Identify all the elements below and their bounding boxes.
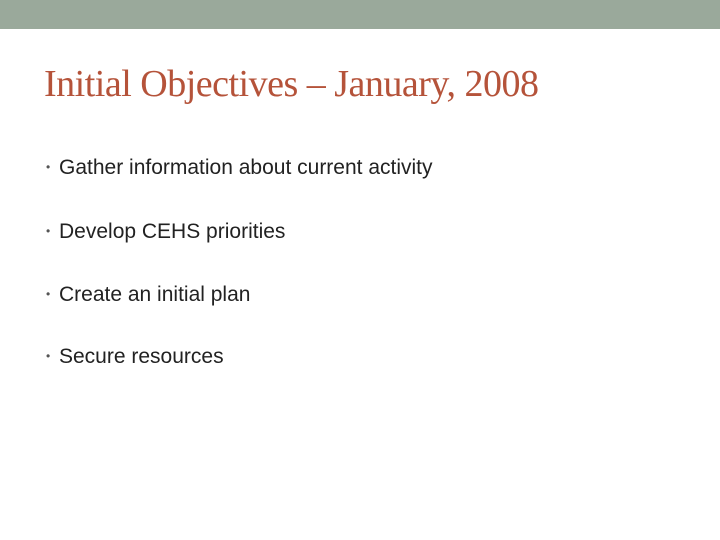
slide-top-bar bbox=[0, 0, 720, 29]
bullet-marker-icon: • bbox=[46, 160, 51, 174]
bullet-text: Secure resources bbox=[59, 345, 224, 368]
bullet-text: Gather information about current activity bbox=[59, 156, 433, 179]
bullet-text: Create an initial plan bbox=[59, 283, 251, 306]
bullet-item bbox=[46, 277, 250, 315]
bullet-text: Develop CEHS priorities bbox=[59, 220, 286, 243]
bullet-item bbox=[46, 214, 285, 252]
bullet-item bbox=[46, 339, 224, 377]
bullet-marker-icon: • bbox=[46, 287, 51, 301]
bullet-item bbox=[46, 150, 433, 188]
slide-title: Initial Objectives – January, 2008 bbox=[44, 63, 539, 105]
bullet-marker-icon: • bbox=[46, 349, 51, 363]
bullet-marker-icon: • bbox=[46, 224, 51, 238]
